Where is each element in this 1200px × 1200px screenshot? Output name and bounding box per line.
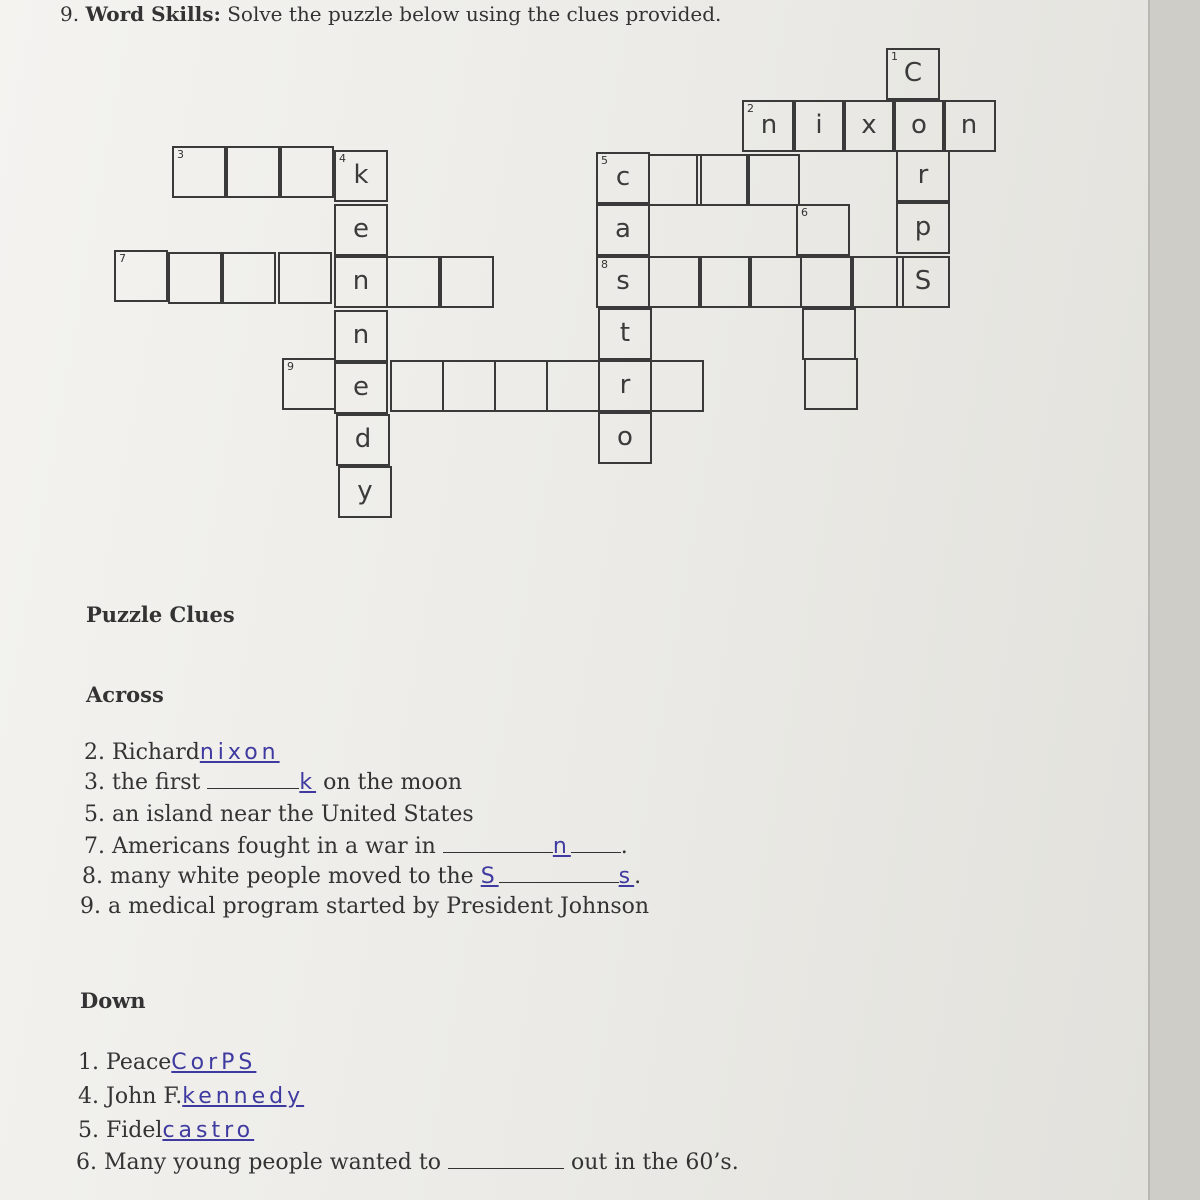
down-heading: Down — [80, 988, 146, 1013]
exercise-number: 9. — [60, 2, 80, 26]
exercise-title: Word Skills: — [85, 2, 221, 26]
crossword-cell[interactable] — [800, 256, 854, 308]
crossword-cell[interactable] — [442, 360, 496, 412]
crossword-cell[interactable]: o — [598, 412, 652, 464]
crossword-cell[interactable] — [648, 256, 702, 308]
crossword-cell[interactable]: e — [334, 362, 388, 414]
across-heading: Across — [86, 682, 164, 707]
crossword-cell[interactable] — [494, 360, 548, 412]
crossword-cell[interactable]: 7 — [114, 250, 168, 302]
across-clue-9: 9. a medical program started by President Johnson — [80, 894, 650, 919]
crossword-cell[interactable]: t — [598, 308, 652, 360]
crossword-cell[interactable]: 3 — [172, 146, 226, 198]
crossword-cell[interactable] — [168, 252, 222, 304]
crossword-cell[interactable] — [278, 252, 332, 304]
crossword-cell[interactable] — [386, 256, 440, 308]
crossword-cell[interactable]: o — [892, 100, 946, 152]
crossword-cell[interactable]: d — [336, 414, 390, 466]
crossword-cell[interactable]: 6 — [796, 204, 850, 256]
crossword-cell[interactable]: x — [842, 100, 896, 152]
crossword-cell[interactable]: 4 k — [334, 150, 388, 202]
exercise-text: Solve the puzzle below using the clues provided. — [227, 2, 722, 26]
crossword-cell[interactable]: i — [792, 100, 846, 152]
down-clue-4: 4. John F.kennedy — [78, 1084, 305, 1109]
crossword-cell[interactable] — [696, 154, 750, 206]
crossword-cell[interactable] — [546, 360, 600, 412]
crossword-cell[interactable]: 2 n — [742, 100, 796, 152]
down-clue-1: 1. PeaceCorPS — [78, 1050, 257, 1075]
crossword-cell[interactable]: n — [334, 310, 388, 362]
crossword-cell[interactable]: p — [896, 202, 950, 254]
crossword-cell[interactable] — [850, 256, 904, 308]
crossword-cell[interactable]: a — [596, 204, 650, 256]
crossword-cell[interactable] — [280, 146, 334, 198]
crossword-cell[interactable] — [440, 256, 494, 308]
answer-nixon: nixon — [199, 740, 280, 765]
crossword-cell[interactable] — [698, 256, 752, 308]
across-clue-2: 2. Richardnixon — [84, 740, 280, 765]
crossword-cell[interactable]: 1 C — [886, 48, 940, 100]
crossword-cell[interactable]: S — [896, 256, 950, 308]
crossword-cell[interactable]: 5 c — [596, 152, 650, 204]
crossword-cell[interactable] — [804, 358, 858, 410]
crossword-cell[interactable] — [802, 308, 856, 360]
crossword-cell[interactable] — [746, 154, 800, 206]
crossword-grid — [0, 0, 1148, 560]
crossword-cell[interactable]: 8 s — [596, 256, 650, 308]
crossword-cell[interactable]: n — [334, 256, 388, 308]
crossword-cell[interactable] — [648, 154, 702, 206]
down-clue-6: 6. Many young people wanted to out in the 60’s. — [76, 1150, 739, 1175]
across-clue-8: 8. many white people moved to the S s. — [82, 864, 642, 889]
crossword-cell[interactable]: e — [334, 204, 388, 256]
crossword-cell[interactable] — [226, 146, 280, 198]
crossword-cell[interactable]: y — [338, 466, 392, 518]
across-clue-5: 5. an island near the United States — [84, 802, 474, 827]
clues-heading: Puzzle Clues — [86, 602, 235, 627]
across-clue-7: 7. Americans fought in a war in n . — [84, 834, 628, 859]
crossword-cell[interactable] — [650, 360, 704, 412]
crossword-cell[interactable]: r — [896, 150, 950, 202]
crossword-cell[interactable]: r — [598, 360, 652, 412]
down-clue-5: 5. Fidelcastro — [78, 1118, 255, 1143]
crossword-cell[interactable]: 9 — [282, 358, 336, 410]
crossword-cell[interactable] — [748, 256, 802, 308]
crossword-cell[interactable]: n — [942, 100, 996, 152]
across-clue-3: 3. the first k on the moon — [84, 770, 463, 795]
crossword-cell[interactable] — [390, 360, 444, 412]
crossword-cell[interactable] — [222, 252, 276, 304]
